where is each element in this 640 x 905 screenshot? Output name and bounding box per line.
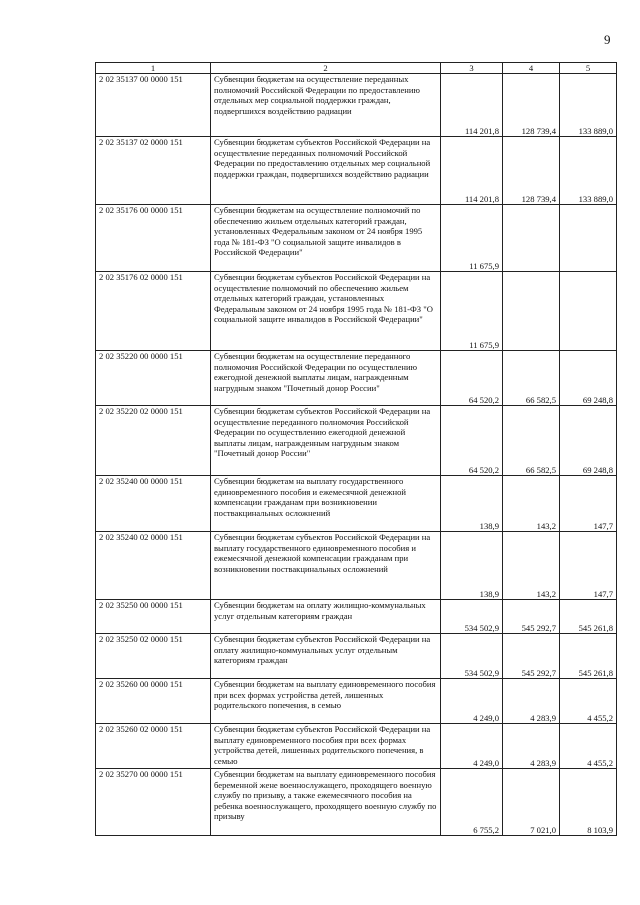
row-value-col3: 534 502,9 [441,634,503,679]
row-description: Субвенции бюджетам на выплату государственного единовременного пособия и ежемесячной денежной компенсации гражданам при возникновении поствакцинальных осложнений [211,476,441,532]
row-code: 2 02 35220 00 0000 151 [96,351,211,406]
row-code: 2 02 35176 00 0000 151 [96,205,211,272]
row-code: 2 02 35137 02 0000 151 [96,137,211,205]
row-value-col3: 11 675,9 [441,205,503,272]
row-description: Субвенции бюджетам субъектов Российской Федерации на осуществление переданных полномочий Российской Федерации по предоставлению отдельных мер социальной поддержки граждан, подвергшихся воздействию радиации [211,137,441,205]
row-code: 2 02 35260 02 0000 151 [96,724,211,769]
row-value-col3: 138,9 [441,532,503,600]
row-value-col5: 147,7 [560,532,617,600]
row-value-col4: 128 739,4 [503,74,560,137]
row-value-col4: 4 283,9 [503,679,560,724]
table-row [96,600,617,634]
row-value-col5: 133 889,0 [560,137,617,205]
table-row [96,351,617,406]
row-description: Субвенции бюджетам на осуществление полномочий по обеспечению жильем отдельных категорий граждан, установленных Федеральным законом от 24 ноября 1995 года № 181-ФЗ "О социальной защите инвалидов в Российской Федерации" [211,205,441,272]
table-row [96,532,617,600]
row-value-col5: 4 455,2 [560,679,617,724]
row-value-col4: 128 739,4 [503,137,560,205]
row-code: 2 02 35176 02 0000 151 [96,272,211,351]
row-description: Субвенции бюджетам субъектов Российской Федерации на осуществление переданного полномочия Российской Федерации по осуществлению ежегодной денежной выплаты лицам, награжденным нагрудным знаком "Почетный донор России" [211,406,441,476]
row-value-col3: 6 755,2 [441,769,503,836]
row-value-col4: 143,2 [503,476,560,532]
row-description: Субвенции бюджетам субъектов Российской Федерации на осуществление полномочий по обеспечению жильем отдельных категорий граждан, установленных Федеральным законом от 24 ноября 1995 года № 181-ФЗ "О социальной защите инвалидов в Российской Федерации" [211,272,441,351]
row-value-col5: 147,7 [560,476,617,532]
table-row [96,679,617,724]
row-value-col4: 66 582,5 [503,351,560,406]
row-description: Субвенции бюджетам субъектов Российской Федерации на оплату жилищно-коммунальных услуг отдельным категориям граждан [211,634,441,679]
row-value-col5: 545 261,8 [560,634,617,679]
row-description: Субвенции бюджетам на выплату единовременного пособия при всех формах устройства детей, лишенных родительского попечения, в семью [211,679,441,724]
row-description: Субвенции бюджетам субъектов Российской Федерации на выплату государственного единовременного пособия и ежемесячной денежной компенсации гражданам при возникновении поствакцинальных осложнений [211,532,441,600]
row-value-col5 [560,205,617,272]
row-value-col4: 545 292,7 [503,600,560,634]
row-code: 2 02 35260 00 0000 151 [96,679,211,724]
row-value-col5: 4 455,2 [560,724,617,769]
row-value-col3: 114 201,8 [441,74,503,137]
table-row [96,74,617,137]
row-value-col5: 545 261,8 [560,600,617,634]
row-value-col4: 4 283,9 [503,724,560,769]
row-value-col3: 534 502,9 [441,600,503,634]
row-value-col3: 11 675,9 [441,272,503,351]
row-code: 2 02 35220 02 0000 151 [96,406,211,476]
header-row [96,63,617,74]
row-description: Субвенции бюджетам на осуществление переданных полномочий Российской Федерации по предоставлению отдельных мер социальной поддержки граждан, подвергшихся воздействию радиации [211,74,441,137]
row-value-col4: 66 582,5 [503,406,560,476]
row-code: 2 02 35250 00 0000 151 [96,600,211,634]
row-code: 2 02 35240 00 0000 151 [96,476,211,532]
row-description: Субвенции бюджетам на оплату жилищно-коммунальных услуг отдельным категориям граждан [211,600,441,634]
row-description: Субвенции бюджетам субъектов Российской Федерации на выплату единовременного пособия при всех формах устройства детей, лишенных родительского попечения, в семью [211,724,441,769]
row-value-col3: 64 520,2 [441,351,503,406]
row-description: Субвенции бюджетам на осуществление переданного полномочия Российской Федерации по осуществлению ежегодной денежной выплаты лицам, награжденным нагрудным знаком "Почетный донор России" [211,351,441,406]
column-header-4: 4 [503,63,560,74]
table-row [96,406,617,476]
row-value-col3: 4 249,0 [441,724,503,769]
table-row [96,769,617,836]
row-value-col5: 8 103,9 [560,769,617,836]
table-body [96,74,617,836]
column-header-5: 5 [560,63,617,74]
row-value-col3: 64 520,2 [441,406,503,476]
table-row [96,476,617,532]
row-code: 2 02 35270 00 0000 151 [96,769,211,836]
row-value-col4: 143,2 [503,532,560,600]
row-value-col4: 545 292,7 [503,634,560,679]
table-row [96,272,617,351]
table-row [96,205,617,272]
row-description: Субвенции бюджетам на выплату единовременного пособия беременной жене военнослужащего, проходящего военную службу по призыву, а также ежемесячного пособия на ребенка военнослужащего, проходящего военную службу по призыву [211,769,441,836]
row-code: 2 02 35250 02 0000 151 [96,634,211,679]
column-header-3: 3 [441,63,503,74]
row-value-col5: 69 248,8 [560,351,617,406]
row-value-col4 [503,205,560,272]
column-header-2: 2 [211,63,441,74]
row-value-col3: 4 249,0 [441,679,503,724]
row-value-col5: 133 889,0 [560,74,617,137]
table-header [96,63,617,74]
row-value-col3: 138,9 [441,476,503,532]
table-row [96,137,617,205]
column-header-1: 1 [96,63,211,74]
page-number: 9 [604,32,611,47]
row-value-col3: 114 201,8 [441,137,503,205]
row-value-col4: 7 021,0 [503,769,560,836]
row-code: 2 02 35240 02 0000 151 [96,532,211,600]
row-value-col5 [560,272,617,351]
budget-table [95,62,617,836]
row-code: 2 02 35137 00 0000 151 [96,74,211,137]
table-row [96,634,617,679]
row-value-col4 [503,272,560,351]
row-value-col5: 69 248,8 [560,406,617,476]
table-row [96,724,617,769]
